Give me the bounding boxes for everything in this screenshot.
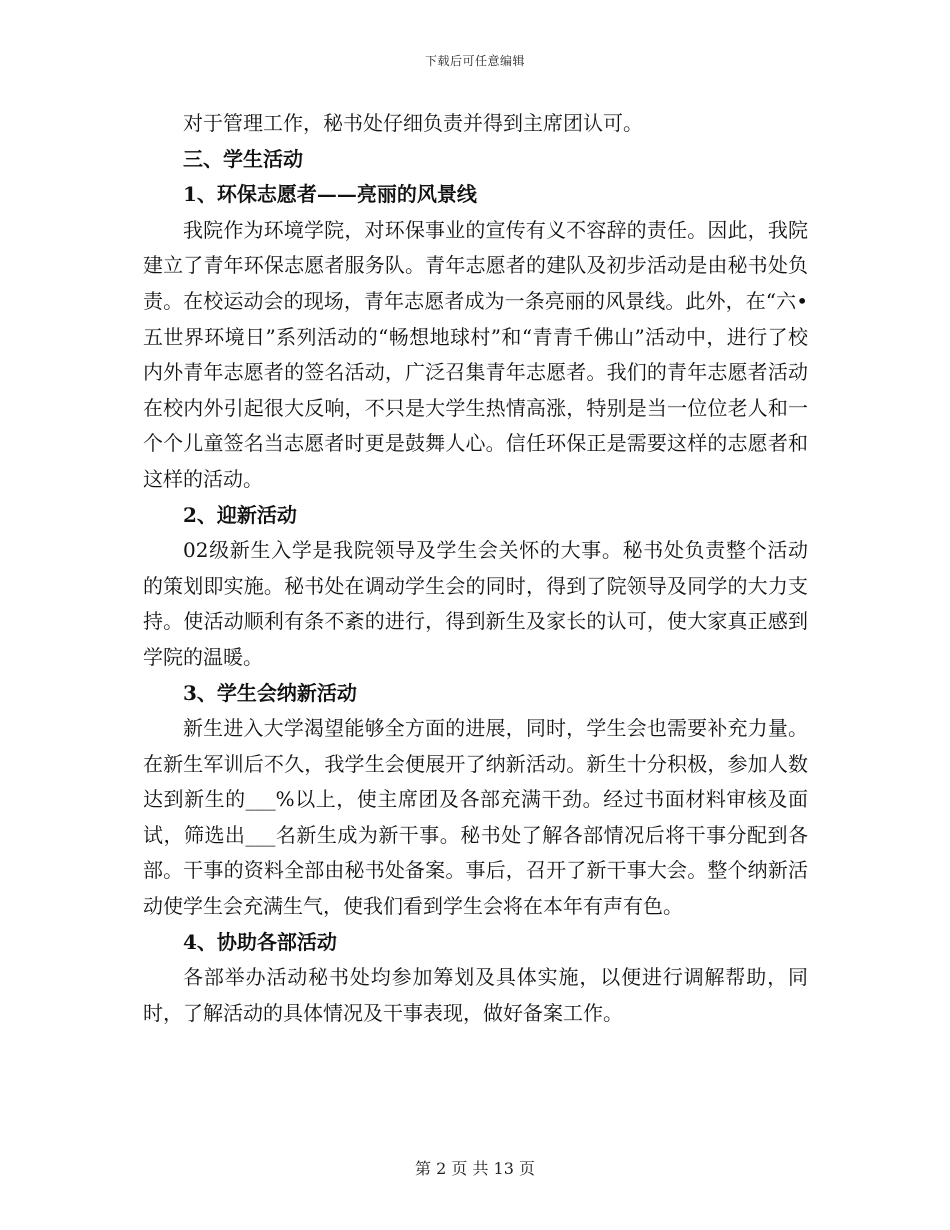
section-title: 三、学生活动 xyxy=(183,146,303,171)
page-number: 第 2 页 共 13 页 xyxy=(415,1159,535,1178)
intro-paragraph: 对于管理工作，秘书处仔细负责并得到主席团认可。 xyxy=(183,111,643,135)
subsection-title-2: 2、迎新活动 xyxy=(183,502,297,527)
paragraph-1: 我院作为环境学院，对环保事业的宣传有义不容辞的责任。因此，我院建立了青年环保志愿者服务队。青年志愿者的建队及初步活动是由秘书处负责。在校运动会的现场，青年志愿者成为一条亮丽的风景线。此外，在“六•五世界环境日”系列活动的“畅想地球村”和“青青千佛山”活动中，进行了校内外青年志愿者的签名活动，广泛召集青年志愿者。我们的青年志愿者活动在校内外引起很大反响，不只是大学生热情高涨，特别是当一位位老人和一个个儿童签名当志愿者时更是鼓舞人心。信任环保正是需要这样的志愿者和这样的活动。 xyxy=(143,217,808,491)
subsection-title-4: 4、协助各部活动 xyxy=(183,929,337,954)
subsection-title-3: 3、学生会纳新活动 xyxy=(183,680,357,705)
paragraph-4: 各部举办活动秘书处均参加筹划及具体实施，以便进行调解帮助，同时，了解活动的具体情况及干事表现，做好备案工作。 xyxy=(143,965,808,1025)
paragraph-2: 02级新生入学是我院领导及学生会关怀的大事。秘书处负责整个活动的策划即实施。秘书处在调动学生会的同时，得到了院领导及同学的大力支持。使活动顺利有条不紊的进行，得到新生及家长的认可，使大家真正感到学院的温暖。 xyxy=(143,538,808,669)
subsection-title-1: 1、环保志愿者——亮丽的风景线 xyxy=(183,182,477,207)
document-body xyxy=(143,106,808,1031)
paragraph-3: 新生进入大学渴望能够全方面的进展，同时，学生会也需要补充力量。在新生军训后不久，我学生会便展开了纳新活动。新生十分积极，参加人数达到新生的___%以上，使主席团及各部充满干劲。经过书面材料审核及面试，筛选出___名新生成为新干事。秘书处了解各部情况后将干事分配到各部。干事的资料全部由秘书处备案。事后，召开了新干事大会。整个纳新活动使学生会充满生气，使我们看到学生会将在本年有声有色。 xyxy=(143,716,808,919)
page-header: 下载后可任意编辑 xyxy=(424,54,525,68)
